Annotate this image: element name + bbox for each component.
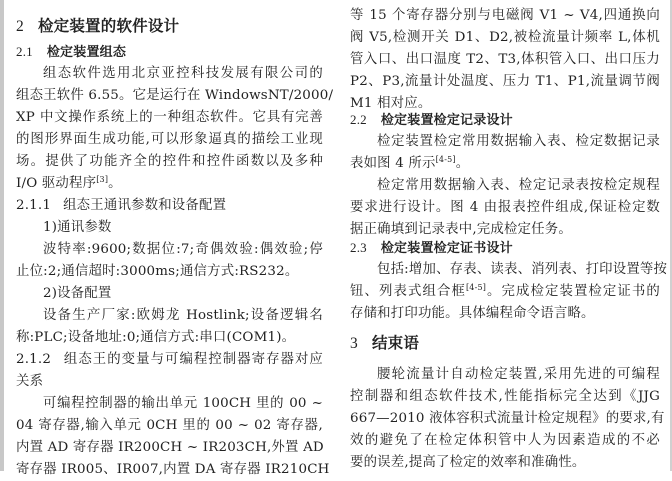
paragraph-line: 止位:2;通信超时:3000ms;通信方式:RS232。 [16, 264, 299, 279]
subsection-2-1-2-heading [16, 349, 323, 371]
paragraph-line: 组态王软件 6.55。它是运行在 WindowsNT/2000/ [16, 88, 334, 103]
text-span: I/O 驱动程序 [16, 176, 97, 191]
paragraph-line: 检定装置检定常用数据输入表、检定数据记录 [377, 134, 660, 149]
heading-continuation: 关系 [16, 374, 44, 389]
citation: [3] [96, 175, 109, 184]
paragraph-line: M1 相对应。 [350, 96, 432, 111]
section-title: 组态王通讯参数和设备配置 [63, 198, 227, 213]
section-title: 检定装置检定记录设计 [380, 113, 513, 128]
list-item-title: 1)通讯参数 [43, 220, 112, 235]
paragraph-line: 称:PLC;设备地址:0;通信方式:串口(COM1)。 [16, 330, 296, 345]
text-span: 。 [455, 156, 470, 171]
section-3-heading [350, 330, 660, 356]
section-number: 2.1.1 [16, 198, 52, 213]
paragraph-line: 等 15 个寄存器分别与电磁阀 V1 ~ V4,四通换向 [350, 8, 660, 23]
section-title: 结束语 [371, 334, 420, 352]
paragraph-line: 要求进行设计。图 4 由报表控件组成,保证检定数 [350, 200, 660, 215]
section-title: 检定装置的软件设计 [37, 17, 180, 35]
paragraph-line: 场。提供了功能齐全的控件和控件函数以及多种 [16, 154, 323, 169]
section-number: 2.3 [350, 240, 367, 255]
text-span: 表如图 4 所示 [350, 156, 436, 171]
subsection-2-2-heading [350, 109, 660, 131]
paragraph-line [16, 173, 323, 195]
paragraph-line: 效的避免了在检定体积管中人为因素造成的不必 [350, 433, 660, 448]
paragraph-line: 04 寄存器,输入单元 0CH 里的 00 ~ 02 寄存器, [16, 418, 323, 433]
text-span: 。完成检定装置检定证书的 [486, 284, 660, 299]
paragraph-line: 的图形界面生成功能,可以形象逼真的描绘工业现 [16, 132, 323, 147]
paragraph-line: XP 中文操作系统上的一种组态软件。它具有完善 [16, 110, 323, 125]
section-2-heading [16, 13, 323, 39]
paragraph-line: 内置 AD 寄存器 IR200CH ~ IR203CH,外置 AD [16, 440, 324, 455]
paragraph-line: 寄存器 IR005、IR007,内置 DA 寄存器 IR210CH [16, 462, 330, 477]
paragraph-line: 要的误差,提高了检定的效率和准确性。 [350, 455, 586, 470]
paragraph-line: 组态软件选用北京亚控科技发展有限公司的 [43, 66, 323, 81]
text-span: 。 [108, 176, 122, 191]
paragraph-line [350, 153, 660, 175]
list-item-title: 2)设备配置 [43, 286, 112, 301]
paragraph-line: 波特率:9600;数据位:7;奇偶效验:偶效验;停 [43, 242, 323, 257]
paragraph-line: 检定常用数据输入表、检定记录表按检定规程 [377, 178, 660, 193]
section-title: 组态王的变量与可编程控制器寄存器对应 [63, 352, 323, 367]
paragraph-line: 管入口、出口温度 T2、T3,体积管入口、出口压力 [350, 52, 660, 67]
citation: [4-5] [465, 283, 487, 292]
page-gutter-bar [0, 0, 4, 471]
paragraph-line: 667—2010 液体容积式流量计检定规程》的要求,有 [350, 411, 665, 426]
section-title: 检定装置检定证书设计 [380, 241, 513, 256]
paragraph-line: 阀 V5,检测开关 D1、D2,被检流量计频率 L,体机 [350, 30, 660, 45]
section-number: 2.1 [16, 44, 33, 59]
section-number: 2.1.2 [16, 352, 52, 367]
paragraph-line: P2、P3,流量计处温度、压力 T1、P1,流量调节阀 [350, 74, 660, 89]
section-number: 3 [350, 335, 358, 352]
paragraph-line [350, 281, 660, 303]
subsection-2-1-1-heading [16, 195, 323, 217]
paragraph-line: 设备生产厂家:欧姆龙 Hostlink;设备逻辑名 [43, 308, 323, 323]
paragraph-line: 腰轮流量计自动检定装置,采用先进的可编程 [377, 367, 660, 382]
subsection-2-3-heading [350, 237, 660, 259]
paragraph-line: 控制器和组态软件技术,性能指标完全达到《JJG [350, 389, 660, 404]
paragraph-line: 可编程控制器的输出单元 100CH 里的 00 ~ [43, 396, 323, 411]
subsection-2-1-heading [16, 41, 323, 63]
section-title: 检定装置组态 [46, 45, 127, 60]
citation: [4-5] [435, 155, 456, 164]
paragraph-line: 据正确填到记录表中,完成检定任务。 [350, 222, 572, 237]
section-number: 2 [16, 18, 24, 35]
section-number: 2.2 [350, 112, 367, 127]
text-span: 钮、列表式组合框 [350, 284, 466, 299]
paragraph-line: 存储和打印功能。具体编程命令语言略。 [350, 306, 595, 321]
paragraph-line: 包括:增加、存表、读表、消列表、打印设置等按 [377, 262, 668, 277]
